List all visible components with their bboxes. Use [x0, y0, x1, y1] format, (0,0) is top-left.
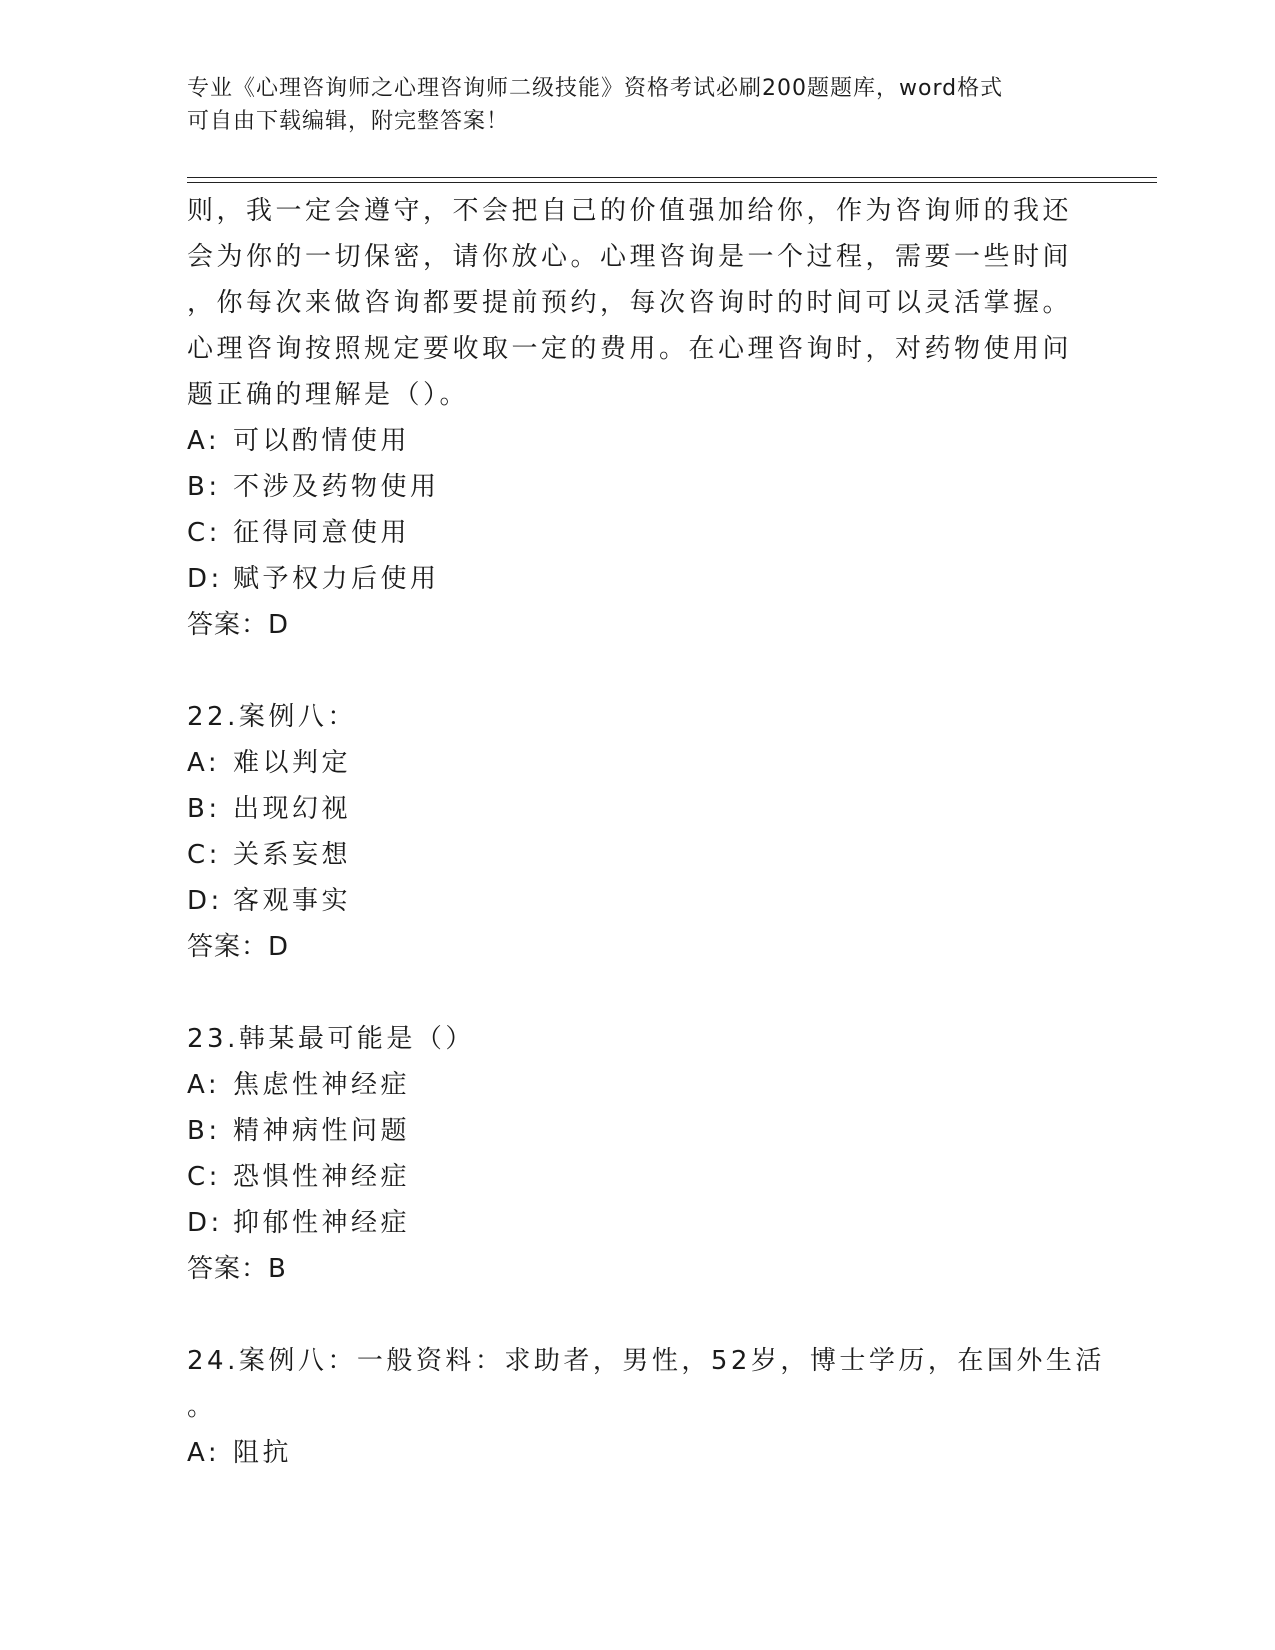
option-d: [187, 878, 1087, 924]
question-stem: 22.案例八：: [187, 702, 357, 732]
option-letter: A:: [187, 426, 221, 456]
option-text: 恐惧性神经症: [233, 1162, 411, 1192]
document-header: [187, 72, 1087, 138]
question-stem-line: ，你每次来做咨询都要提前预约，每次咨询时的时间可以灵活掌握。: [187, 288, 1073, 318]
option-a: [187, 740, 1087, 786]
question-stem-line: 会为你的一切保密，请你放心。心理咨询是一个过程，需要一些时间: [187, 242, 1073, 272]
option-letter: A:: [187, 1070, 221, 1100]
option-letter: B:: [187, 794, 221, 824]
option-letter: D:: [187, 886, 223, 916]
option-text: 赋予权力后使用: [233, 564, 440, 594]
option-text: 阻抗: [233, 1438, 293, 1468]
option-c: [187, 510, 1087, 556]
question-22: [187, 694, 1087, 970]
option-text: 抑郁性神经症: [233, 1208, 411, 1238]
answer-line: 答案：B: [187, 1254, 287, 1284]
header-divider-bottom: [187, 182, 1157, 183]
option-letter: A:: [187, 748, 221, 778]
option-letter: B:: [187, 472, 221, 502]
question-23: [187, 1016, 1087, 1292]
option-letter: B:: [187, 1116, 221, 1146]
option-c: [187, 832, 1087, 878]
option-letter: A:: [187, 1438, 221, 1468]
option-a: [187, 418, 1087, 464]
question-stem-line: 题正确的理解是（）。: [187, 380, 470, 410]
option-b: [187, 464, 1087, 510]
option-text: 精神病性问题: [233, 1116, 411, 1146]
header-line-1: 专业《心理咨询师之心理咨询师二级技能》资格考试必刷200题题库，word格式: [187, 76, 1004, 101]
option-d: [187, 1200, 1087, 1246]
question-24: [187, 1338, 1105, 1476]
question-stem-line: 则，我一定会遵守，不会把自己的价值强加给你，作为咨询师的我还: [187, 196, 1073, 226]
option-text: 焦虑性神经症: [233, 1070, 411, 1100]
option-letter: C:: [187, 518, 221, 548]
option-text: 关系妄想: [233, 840, 352, 870]
document-body: [187, 188, 1105, 1476]
answer-line: 答案：D: [187, 932, 290, 962]
option-b: [187, 786, 1087, 832]
option-letter: C:: [187, 840, 221, 870]
question-stem-line: 24.案例八：一般资料：求助者，男性，52岁，博士学历，在国外生活: [187, 1346, 1105, 1376]
header-divider-top: [187, 177, 1157, 178]
answer-line: 答案：D: [187, 610, 290, 640]
option-text: 征得同意使用: [233, 518, 411, 548]
spacer: [187, 1292, 1087, 1338]
option-letter: C:: [187, 1162, 221, 1192]
option-text: 出现幻视: [233, 794, 352, 824]
spacer: [187, 970, 1087, 1016]
option-b: [187, 1108, 1087, 1154]
option-text: 客观事实: [233, 886, 352, 916]
option-text: 难以判定: [233, 748, 352, 778]
question-21: [187, 188, 1087, 648]
option-text: 可以酌情使用: [233, 426, 411, 456]
option-a: [187, 1062, 1087, 1108]
option-a: [187, 1430, 1087, 1476]
option-d: [187, 556, 1087, 602]
spacer: [187, 648, 1087, 694]
header-line-2: 可自由下载编辑，附完整答案！: [187, 109, 510, 134]
question-stem-line: 。: [187, 1392, 217, 1422]
option-letter: D:: [187, 564, 223, 594]
option-letter: D:: [187, 1208, 223, 1238]
question-stem-line: 心理咨询按照规定要收取一定的费用。在心理咨询时，对药物使用问: [187, 334, 1073, 364]
option-c: [187, 1154, 1087, 1200]
question-stem: 23.韩某最可能是（）: [187, 1024, 475, 1054]
option-text: 不涉及药物使用: [233, 472, 440, 502]
